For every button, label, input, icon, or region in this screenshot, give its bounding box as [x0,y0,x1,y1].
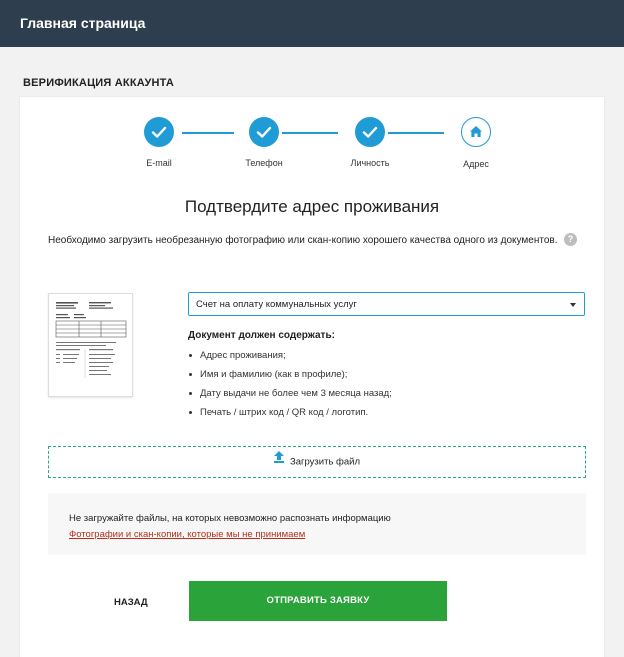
back-button[interactable]: НАЗАД [114,597,148,608]
warning-box [48,493,586,555]
step-address [436,117,516,169]
step-label: Адрес [463,159,489,169]
check-icon [249,117,279,147]
caret-down-icon [570,303,576,307]
requirement-item: Дату выдачи не более чем 3 месяца назад; [188,388,392,407]
warning-text: Не загружайте файлы, на которых невозможно распознать информацию [69,513,391,524]
step-identity [330,117,410,168]
upload-label: Загрузить файл [290,456,360,468]
upload-icon [274,446,284,476]
document-type-value: Счет на оплату коммунальных услуг [196,299,357,310]
step-phone [224,117,304,168]
requirements-title: Документ должен содержать: [188,330,335,341]
home-icon [461,117,491,147]
requirement-item: Печать / штрих код / QR код / логотип. [188,407,392,426]
step-label: Личность [350,158,390,168]
upload-file-button[interactable] [48,446,586,478]
document-type-select[interactable] [188,292,585,316]
step-label: Телефон [245,158,283,168]
document-sample-thumbnail [48,293,133,397]
help-icon[interactable]: ? [564,233,577,246]
check-icon [144,117,174,147]
rejected-examples-link[interactable]: Фотографии и скан-копии, которые мы не принимаем [69,529,306,540]
submit-button[interactable]: ОТПРАВИТЬ ЗАЯВКУ [189,581,447,621]
page-title[interactable]: Главная страница [20,15,146,31]
check-icon [355,117,385,147]
requirement-item: Имя и фамилию (как в профиле); [188,369,392,388]
step-label: E-mail [146,158,172,168]
page-heading: Подтвердите адрес проживания [184,197,440,216]
section-title: ВЕРИФИКАЦИЯ АККАУНТА [23,77,175,89]
info-text: Необходимо загрузить необрезанную фотографию или скан-копию хорошего качества одного из документов. [48,235,558,246]
requirements-list [188,350,392,426]
step-email [119,117,199,168]
requirement-item: Адрес проживания; [188,350,392,369]
verification-card [20,97,604,657]
top-bar [0,0,624,47]
